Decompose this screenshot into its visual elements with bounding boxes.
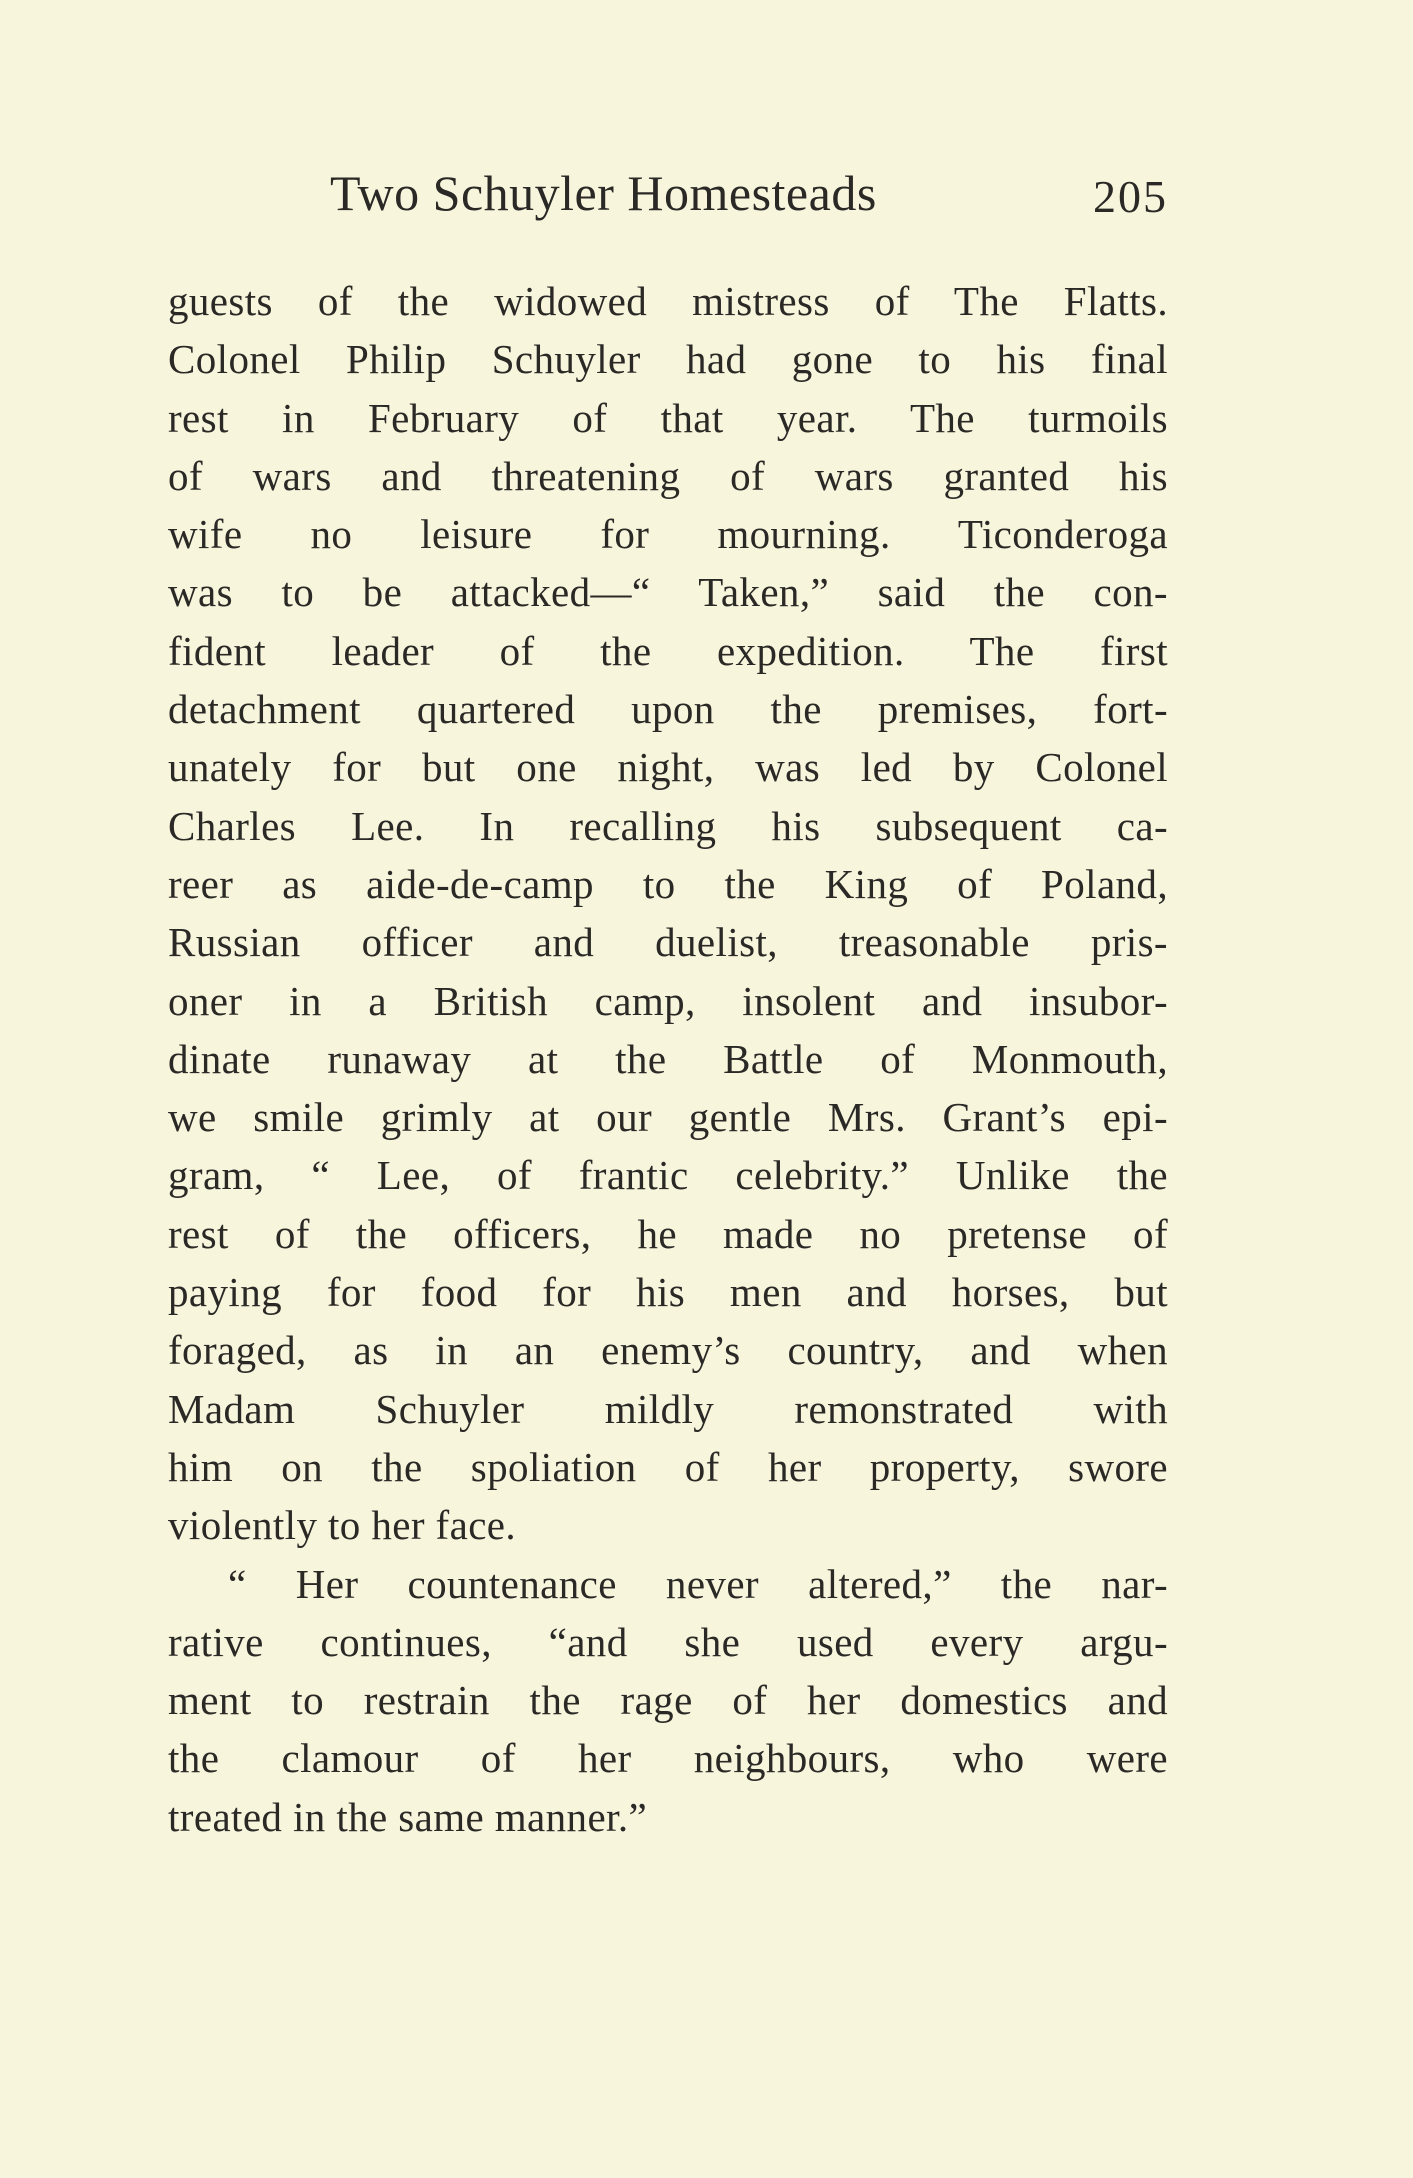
text-line: the clamour of her neighbours, who were	[168, 1735, 1168, 1782]
text-line: rest in February of that year. The turmoils	[168, 394, 1168, 441]
text-line: gram, “ Lee, of frantic celebrity.” Unlike the	[168, 1152, 1168, 1199]
text-line: wife no leisure for mourning. Ticonderoga	[168, 511, 1168, 558]
text-line: paying for food for his men and horses, but	[168, 1269, 1168, 1316]
text-line: ment to restrain the rage of her domestics and	[168, 1677, 1168, 1724]
text-line: “ Her countenance never altered,” the nar-	[228, 1560, 1168, 1607]
page-number: 205	[1093, 171, 1168, 222]
text-line: reer as aide-de-camp to the King of Poland,	[168, 860, 1168, 907]
paragraph	[168, 1555, 1168, 1846]
text-line: unately for but one night, was led by Colonel	[168, 744, 1168, 791]
text-line: dinate runaway at the Battle of Monmouth,	[168, 1035, 1168, 1082]
text-line: we smile grimly at our gentle Mrs. Grant’s epi-	[168, 1094, 1168, 1141]
text-line: guests of the widowed mistress of The Flatts.	[168, 278, 1168, 324]
body-text	[168, 272, 1168, 1846]
text-line: violently to her face.	[168, 1502, 517, 1549]
text-line: treated in the same manner.”	[168, 1793, 648, 1840]
text-line: of wars and threatening of wars granted his	[168, 452, 1168, 499]
text-line: Charles Lee. In recalling his subsequent ca-	[168, 802, 1168, 849]
text-line: him on the spoliation of her property, swore	[168, 1443, 1168, 1490]
text-line: foraged, as in an enemy’s country, and when	[168, 1327, 1168, 1374]
text-line: Colonel Philip Schuyler had gone to his final	[168, 336, 1168, 383]
text-line: was to be attacked—“ Taken,” said the con-	[168, 569, 1168, 616]
text-line: oner in a British camp, insolent and insubor-	[168, 977, 1168, 1024]
running-title: Two Schuyler Homesteads	[330, 165, 877, 221]
running-head	[330, 158, 1168, 228]
text-line: Madam Schuyler mildly remonstrated with	[168, 1385, 1168, 1432]
text-line: rest of the officers, he made no pretense of	[168, 1210, 1168, 1257]
text-line: fident leader of the expedition. The first	[168, 627, 1168, 674]
text-line: detachment quartered upon the premises, fort-	[168, 686, 1168, 733]
text-line: rative continues, “and she used every argu-	[168, 1618, 1168, 1665]
text-line: Russian officer and duelist, treasonable pris-	[168, 919, 1168, 966]
paragraph	[168, 272, 1168, 1555]
